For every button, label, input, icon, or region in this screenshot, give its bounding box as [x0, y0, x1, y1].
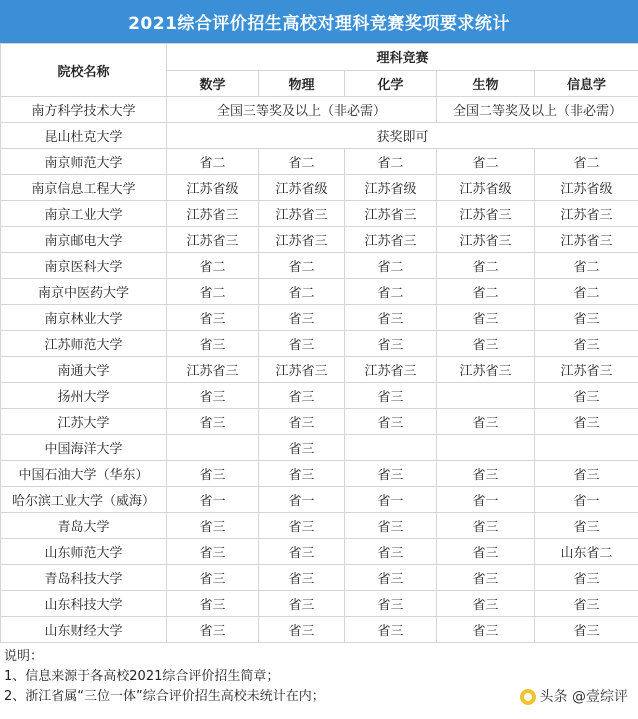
school-name-cell: 青岛科技大学 [1, 565, 167, 591]
requirement-cell: 省三 [535, 513, 638, 539]
requirement-cell: 江苏省三 [535, 227, 638, 253]
requirement-cell: 省三 [259, 617, 345, 643]
table-row [1, 487, 638, 513]
school-name-cell: 南京师范大学 [1, 149, 167, 175]
requirement-cell: 省三 [167, 305, 259, 331]
requirement-cell: 省二 [345, 253, 437, 279]
requirement-cell: 省三 [345, 565, 437, 591]
requirement-cell: 省一 [167, 487, 259, 513]
requirement-cell: 省三 [535, 617, 638, 643]
requirement-cell: 省一 [437, 487, 535, 513]
school-name-cell: 江苏大学 [1, 409, 167, 435]
requirement-cell: 省三 [437, 461, 535, 487]
requirement-cell: 江苏省三 [259, 357, 345, 383]
requirement-cell: 省三 [535, 305, 638, 331]
table-row [1, 591, 638, 617]
school-name-cell: 中国石油大学（华东） [1, 461, 167, 487]
requirement-cell [535, 435, 638, 461]
school-name-cell: 山东科技大学 [1, 591, 167, 617]
school-name-cell: 南方科学技术大学 [1, 97, 167, 123]
table-row [1, 227, 638, 253]
competition-group-header: 理科竞赛 [167, 44, 638, 71]
requirement-cell: 省三 [437, 565, 535, 591]
requirement-cell: 省三 [437, 409, 535, 435]
requirement-cell: 省三 [167, 331, 259, 357]
school-name-cell: 山东师范大学 [1, 539, 167, 565]
table-row [1, 461, 638, 487]
requirement-cell: 江苏省三 [167, 227, 259, 253]
requirement-cell: 省三 [259, 513, 345, 539]
table-row [1, 513, 638, 539]
school-name-cell: 南京医科大学 [1, 253, 167, 279]
requirement-cell: 省三 [167, 539, 259, 565]
requirement-cell: 获奖即可 [167, 123, 638, 149]
notes-section [0, 643, 638, 707]
requirement-cell [437, 383, 535, 409]
requirement-cell: 江苏省三 [535, 357, 638, 383]
school-name-cell: 江苏师范大学 [1, 331, 167, 357]
requirement-cell: 江苏省三 [345, 201, 437, 227]
page-title: 2021综合评价招生高校对理科竞赛奖项要求统计 [0, 0, 638, 43]
requirement-cell: 省二 [167, 149, 259, 175]
watermark-text: 头条 @壹综评 [539, 689, 628, 705]
table-row [1, 357, 638, 383]
school-name-cell: 南京中医药大学 [1, 279, 167, 305]
requirement-cell [167, 435, 259, 461]
requirement-cell: 省三 [259, 435, 345, 461]
table-row [1, 331, 638, 357]
requirement-cell: 省二 [535, 149, 638, 175]
requirement-cell: 省三 [345, 409, 437, 435]
requirement-cell: 省二 [535, 279, 638, 305]
school-name-cell: 哈尔滨工业大学（威海） [1, 487, 167, 513]
requirement-cell: 省二 [345, 149, 437, 175]
requirement-cell: 省二 [167, 279, 259, 305]
requirement-cell: 省一 [535, 487, 638, 513]
subject-header-math: 数学 [167, 70, 259, 97]
requirement-cell: 省三 [345, 461, 437, 487]
school-name-cell: 南京信息工程大学 [1, 175, 167, 201]
note-item: 1、信息来源于各高校2021综合评价招生简章； [4, 669, 280, 684]
requirement-cell: 省二 [259, 253, 345, 279]
requirement-cell: 江苏省三 [167, 201, 259, 227]
requirement-cell: 江苏省级 [259, 175, 345, 201]
requirement-cell: 江苏省三 [259, 201, 345, 227]
requirement-cell: 省三 [167, 461, 259, 487]
requirement-cell: 省三 [437, 305, 535, 331]
requirement-cell: 省三 [259, 461, 345, 487]
school-name-cell: 南京林业大学 [1, 305, 167, 331]
requirement-cell: 省三 [259, 305, 345, 331]
requirement-cell: 省三 [167, 591, 259, 617]
requirement-cell: 省二 [437, 149, 535, 175]
requirement-cell: 省三 [437, 539, 535, 565]
requirement-cell: 江苏省三 [535, 201, 638, 227]
school-name-cell: 南京邮电大学 [1, 227, 167, 253]
table-row [1, 201, 638, 227]
requirements-table [0, 43, 638, 643]
requirement-cell: 省三 [535, 591, 638, 617]
requirement-cell: 山东省二 [535, 539, 638, 565]
requirement-cell: 省一 [345, 487, 437, 513]
requirement-cell: 省三 [437, 591, 535, 617]
table-row [1, 149, 638, 175]
school-name-cell: 青岛大学 [1, 513, 167, 539]
requirement-cell: 省三 [259, 331, 345, 357]
requirement-cell: 省二 [437, 279, 535, 305]
requirement-cell: 省三 [259, 591, 345, 617]
requirement-cell: 江苏省级 [345, 175, 437, 201]
subject-header-chemistry: 化学 [345, 70, 437, 97]
requirement-cell: 省三 [535, 461, 638, 487]
table-row [1, 383, 638, 409]
requirement-cell: 省三 [345, 513, 437, 539]
requirement-cell: 省三 [345, 383, 437, 409]
watermark [520, 687, 628, 707]
subject-header-informatics: 信息学 [535, 70, 638, 97]
requirement-cell: 省三 [259, 565, 345, 591]
requirement-cell: 省三 [167, 565, 259, 591]
requirement-cell: 全国三等奖及以上（非必需） [167, 97, 437, 123]
note-item: 2、浙江省属“三位一体”综合评价招生高校未统计在内； [4, 689, 325, 704]
table-row [1, 435, 638, 461]
requirement-cell: 省三 [437, 331, 535, 357]
school-name-cell: 山东财经大学 [1, 617, 167, 643]
requirement-cell: 江苏省级 [535, 175, 638, 201]
requirement-cell [437, 435, 535, 461]
requirement-cell: 省三 [167, 409, 259, 435]
requirement-cell: 省二 [345, 279, 437, 305]
school-column-header: 院校名称 [1, 44, 167, 97]
requirement-cell: 省三 [535, 409, 638, 435]
requirement-cell: 全国二等奖及以上（非必需） [437, 97, 638, 123]
requirement-cell: 江苏省级 [437, 175, 535, 201]
notes-heading: 说明： [4, 649, 44, 664]
requirement-cell: 江苏省三 [345, 227, 437, 253]
requirement-cell: 省三 [345, 305, 437, 331]
school-name-cell: 南京工业大学 [1, 201, 167, 227]
requirement-cell: 江苏省三 [345, 357, 437, 383]
requirement-cell: 省三 [345, 331, 437, 357]
requirement-cell: 省二 [167, 253, 259, 279]
requirement-cell: 省二 [437, 253, 535, 279]
requirement-cell: 省三 [535, 383, 638, 409]
requirement-cell [345, 435, 437, 461]
requirement-cell: 省三 [345, 539, 437, 565]
requirement-cell: 江苏省三 [167, 357, 259, 383]
requirement-cell: 省二 [259, 149, 345, 175]
subject-header-physics: 物理 [259, 70, 345, 97]
requirement-cell: 江苏省三 [259, 227, 345, 253]
requirement-cell: 省二 [259, 279, 345, 305]
requirement-cell: 省三 [259, 539, 345, 565]
requirement-cell: 省三 [535, 331, 638, 357]
requirement-cell: 江苏省三 [437, 201, 535, 227]
requirement-cell: 省一 [259, 487, 345, 513]
requirement-cell: 省三 [345, 617, 437, 643]
table-row [1, 305, 638, 331]
requirement-cell: 省二 [535, 253, 638, 279]
table-row [1, 565, 638, 591]
requirement-cell: 省三 [167, 383, 259, 409]
requirement-cell: 省三 [259, 383, 345, 409]
school-name-cell: 扬州大学 [1, 383, 167, 409]
requirement-cell: 省三 [535, 565, 638, 591]
table-row [1, 175, 638, 201]
requirement-cell: 江苏省三 [437, 357, 535, 383]
table-row [1, 279, 638, 305]
table-row [1, 123, 638, 149]
requirement-cell: 省三 [437, 617, 535, 643]
table-row [1, 617, 638, 643]
requirement-cell: 省三 [259, 409, 345, 435]
table-row [1, 253, 638, 279]
requirement-cell: 省三 [437, 513, 535, 539]
watermark-logo-icon [520, 689, 536, 705]
requirement-cell: 省三 [167, 617, 259, 643]
requirement-cell: 省三 [345, 591, 437, 617]
subject-header-biology: 生物 [437, 70, 535, 97]
table-row [1, 409, 638, 435]
school-name-cell: 南通大学 [1, 357, 167, 383]
requirement-cell: 省三 [167, 513, 259, 539]
table-row [1, 97, 638, 123]
school-name-cell: 中国海洋大学 [1, 435, 167, 461]
school-name-cell: 昆山杜克大学 [1, 123, 167, 149]
requirement-cell: 江苏省级 [167, 175, 259, 201]
table-row [1, 539, 638, 565]
requirement-cell: 江苏省三 [437, 227, 535, 253]
